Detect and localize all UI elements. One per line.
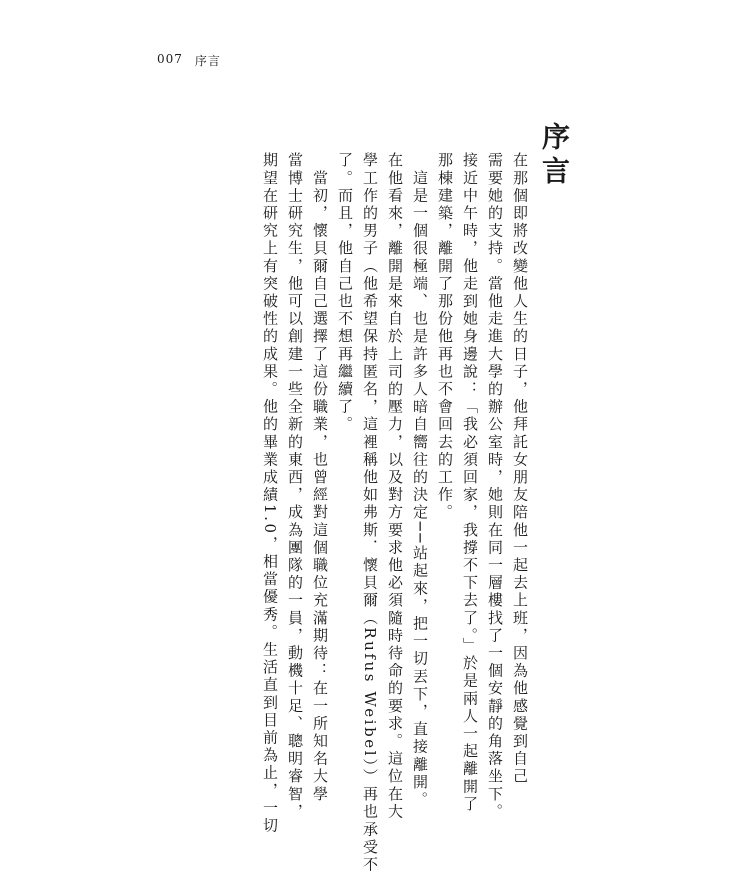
text-column: 學工作的男子（他希望保持匿名，這裡稱他如弗斯．懷貝爾（Rufus Weibel））再也承受不 (361, 152, 379, 874)
text-column: 這是一個很極端、也是許多人暗自嚮往的決定──站起來，把一切丟下，直接離開。 (411, 152, 429, 809)
text-column: 那棟建築，離開了那份他再也不會回去的工作。 (436, 152, 454, 522)
running-head-section: 序言 (194, 54, 221, 68)
page-number: 007 (157, 52, 183, 66)
text-column: 期望在研究上有突破性的成果。他的畢業成績1.0，相當優秀。生活直到目前為止，一切 (261, 152, 279, 835)
text-column: 需要她的支持。當他走進大學的辦公室時，她則在同一層樓找了一個安靜的角落坐下。 (486, 152, 504, 821)
text-column: 了。而且，他自己也不想再繼續了。 (336, 152, 354, 434)
text-column: 在他看來，離開是來自於上司的壓力，以及對方要求他必須隨時待命的要求。這位在大 (386, 152, 404, 821)
chapter-title: 序言 (538, 122, 571, 190)
body-text (257, 152, 532, 874)
text-column: 接近中午時，他走到她身邊說：「我必須回家，我撐不下去了。」於是兩人一起離開了 (461, 152, 479, 814)
running-head (157, 52, 221, 69)
text-column: 當初，懷貝爾自己選擇了這份職業，也曾經對這個職位充滿期待：在一所知名大學 (311, 152, 329, 804)
text-column: 當博士研究生，他可以創建一些全新的東西，成為團隊的一員，動機十足、聰明睿智， (286, 152, 304, 821)
text-column: 在那個即將改變他人生的日子，他拜託女朋友陪他一起去上班，因為他感覺到自己 (511, 152, 529, 786)
